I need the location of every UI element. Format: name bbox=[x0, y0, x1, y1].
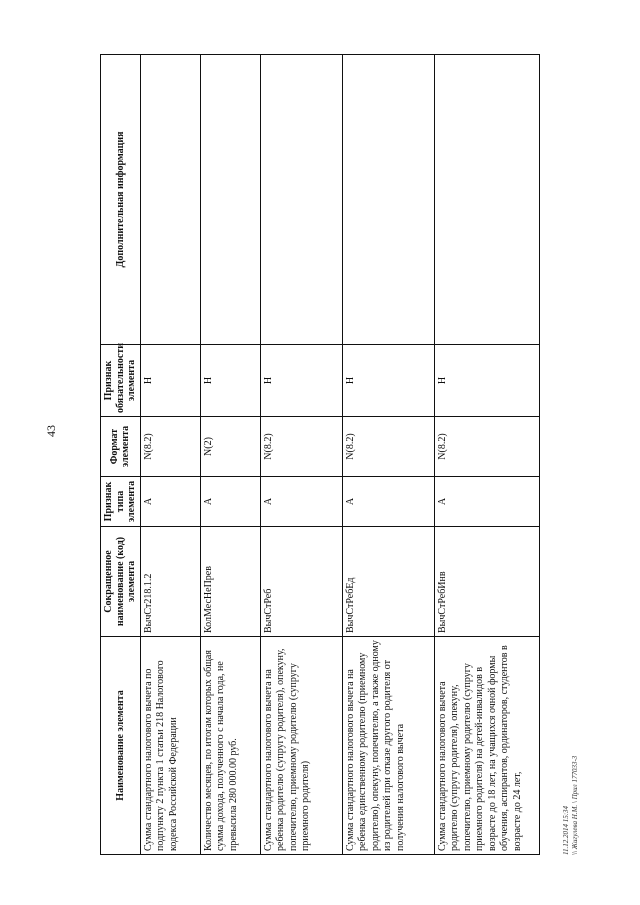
elements-table bbox=[100, 54, 540, 855]
footer-timestamp: 11.12.2014 15:34 bbox=[562, 805, 570, 855]
cell-name: Сумма стандартного налогового вычета на ребенка родителю (супругу родителя), опекуну, попечителю, приемному родителю (супругу приемного родителя) bbox=[260, 637, 342, 855]
cell-type: А bbox=[342, 477, 434, 527]
cell-info bbox=[434, 55, 540, 345]
cell-format: N(8.2) bbox=[140, 417, 200, 477]
cell-info bbox=[140, 55, 200, 345]
cell-code: КолМесНеПрев bbox=[200, 527, 260, 637]
header-additional-info: Дополнительная информация bbox=[101, 55, 141, 345]
cell-format: N(8.2) bbox=[260, 417, 342, 477]
cell-info bbox=[342, 55, 434, 345]
table-row bbox=[200, 55, 260, 855]
page-number: 43 bbox=[44, 425, 58, 437]
cell-type: А bbox=[140, 477, 200, 527]
document-footer bbox=[562, 685, 580, 855]
cell-format: N(8.2) bbox=[434, 417, 540, 477]
cell-type: А bbox=[434, 477, 540, 527]
cell-required: Н bbox=[140, 345, 200, 417]
table-row bbox=[140, 55, 200, 855]
cell-required: Н bbox=[434, 345, 540, 417]
table-row bbox=[342, 55, 434, 855]
cell-name: Сумма стандартного налогового вычета родителю (супругу родителя), опекуну, попечителю, приемному родителю (супругу приемного родителя) на детей-инвалидов в возрасте до 18 лет, на учащихся очной формы обучения, аспирантов, ординаторов, студентов в возрасте до 24 лет, bbox=[434, 637, 540, 855]
table-header-row bbox=[101, 55, 141, 855]
header-element-code: Сокращенное наименование (код) элемента bbox=[101, 527, 141, 637]
rotated-table-container bbox=[100, 55, 540, 855]
cell-required: Н bbox=[342, 345, 434, 417]
cell-required: Н bbox=[200, 345, 260, 417]
cell-code: ВычСтРебЕд bbox=[342, 527, 434, 637]
table-row bbox=[434, 55, 540, 855]
header-element-format: Формат элемента bbox=[101, 417, 141, 477]
cell-info bbox=[260, 55, 342, 345]
cell-code: ВычСтРеб bbox=[260, 527, 342, 637]
cell-code: ВычСтРебИнв bbox=[434, 527, 540, 637]
cell-type: А bbox=[200, 477, 260, 527]
header-element-type: Признак типа элемента bbox=[101, 477, 141, 527]
cell-type: А bbox=[260, 477, 342, 527]
header-element-name: Наименование элемента bbox=[101, 637, 141, 855]
cell-info bbox=[200, 55, 260, 345]
cell-name: Сумма стандартного налогового вычета на ребенка единственному родителю (приемному родителю), опекуну, попечителю, а также одному из родителей при отказе другого родителя от получения налогового вычета bbox=[342, 637, 434, 855]
cell-required: Н bbox=[260, 345, 342, 417]
cell-code: ВычСт218.1.2 bbox=[140, 527, 200, 637]
cell-format: N(2) bbox=[200, 417, 260, 477]
cell-name: Количество месяцев, по итогам которых общая сумма дохода, полученного с начала года, не превысила 280 000.00 руб. bbox=[200, 637, 260, 855]
cell-format: N(8.2) bbox=[342, 417, 434, 477]
table-row bbox=[260, 55, 342, 855]
cell-name: Сумма стандартного налогового вычета по подпункту 2 пункта 1 статьи 218 Налогового кодекса Российской Федерации bbox=[140, 637, 200, 855]
header-element-required: Признак обязательности элемента bbox=[101, 345, 141, 417]
footer-file-reference: \\ Жигулева Н.М. \ Прил 177033-3 bbox=[571, 755, 579, 855]
